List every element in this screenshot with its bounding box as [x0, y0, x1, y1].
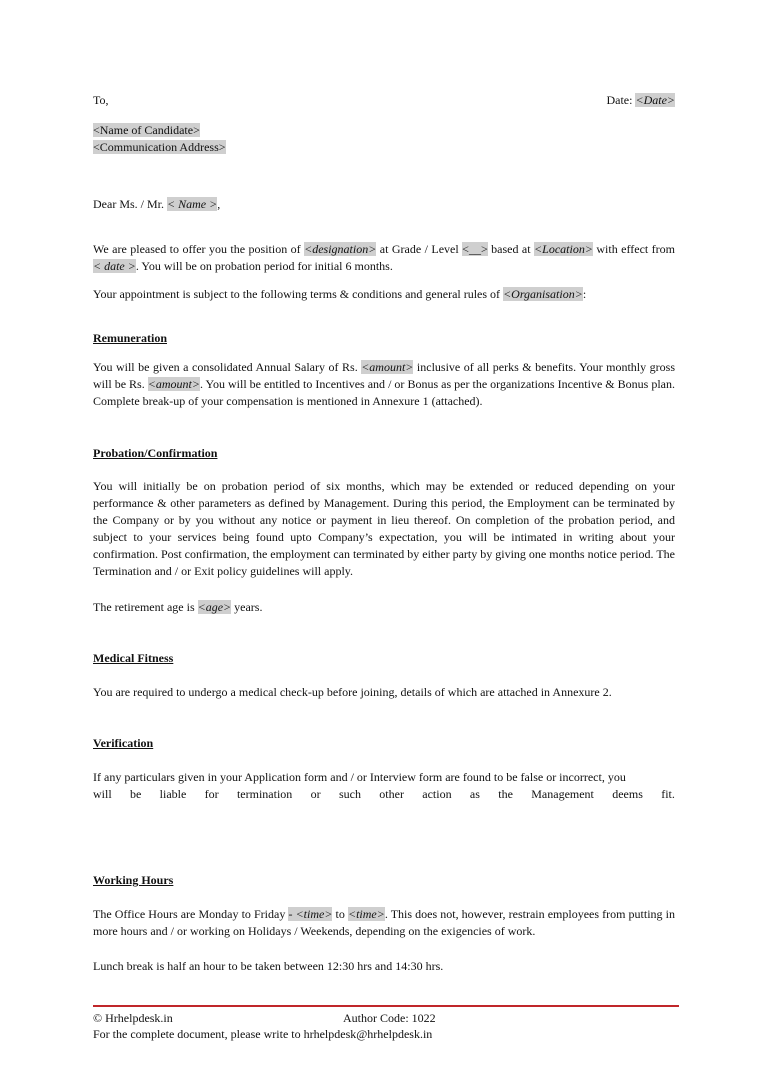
verification-word: termination — [236, 787, 293, 801]
end-time-placeholder: <time> — [347, 907, 385, 921]
retirement-text-a: The retirement age is — [93, 600, 198, 614]
working-hours-paragraph — [93, 906, 675, 940]
effect-date-placeholder: < date > — [93, 259, 136, 273]
lunch-break-line: Lunch break is half an hour to be taken between 12:30 hrs and 14:30 hrs. — [93, 959, 444, 973]
verification-word: the — [498, 787, 513, 801]
intro-paragraph — [93, 241, 675, 275]
date-placeholder: <Date> — [635, 93, 675, 107]
verification-heading: Verification — [93, 736, 154, 750]
verification-word: for — [204, 787, 219, 801]
remuneration-text-a: You will be given a consolidated Annual Salary of Rs. — [93, 360, 362, 374]
verification-line-1: If any particulars given in your Application form and / or Interview form are found to be false or incorrect, you — [93, 770, 626, 784]
verification-word: will — [93, 787, 112, 801]
footer-copyright: © Hrhelpdesk.in — [93, 1011, 173, 1025]
annual-amount-placeholder: <amount> — [361, 360, 414, 374]
candidate-name-placeholder: <Name of Candidate> — [93, 123, 200, 137]
verification-line-2 — [93, 786, 675, 803]
remuneration-text-b: inclusive of all perks & benefits. Your monthly gross will be Rs. — [93, 360, 675, 391]
intro-text-e: . You will be on probation period for initial 6 months. — [135, 259, 393, 273]
address-placeholder: <Communication Address> — [93, 140, 226, 154]
footer-contact: For the complete document, please write to hrhelpdesk@hrhelpdesk.in — [93, 1027, 433, 1041]
organisation-placeholder: <Organisation> — [503, 287, 583, 301]
working-hours-text-c: . This does not, however, restrain employees from putting in more hours and / or working on Holidays / Weekends, depending on the exigencies of work. — [93, 907, 675, 938]
probation-paragraph: You will initially be on probation period of six months, which may be extended or reduced depending on your performance & other parameters as defined by Management. During this period, the Employment can be terminated by the Company or by you without any notice or payment in lieu thereof. On completion of the probation period, and subject to your services being found upto Company’s expectation, you will be intimated in writing about your confirmation. Post confirmation, the employment can terminated by either party by giving one months notice period. The Termination and / or Exit policy guidelines will apply. — [93, 479, 675, 578]
verification-word: liable — [159, 787, 187, 801]
appointment-paragraph — [93, 286, 675, 303]
intro-text-d: with effect from — [592, 242, 676, 256]
retirement-line — [93, 599, 675, 616]
verification-word: or — [310, 787, 321, 801]
designation-placeholder: <designation> — [304, 242, 377, 256]
verification-word: as — [469, 787, 480, 801]
remuneration-heading: Remuneration — [93, 331, 167, 345]
intro-text-b: at Grade / Level — [376, 242, 463, 256]
retirement-text-b: years. — [231, 600, 263, 614]
recipient-block — [93, 122, 675, 156]
grade-placeholder: <__> — [462, 242, 488, 256]
monthly-amount-placeholder: <amount> — [147, 377, 200, 391]
salutation-prefix: Dear Ms. / Mr. — [93, 197, 167, 211]
appointment-text-a: Your appointment is subject to the following terms & conditions and general rules of — [93, 287, 504, 301]
to-label: To, — [93, 93, 109, 107]
verification-word: fit. — [661, 787, 675, 801]
probation-heading: Probation/Confirmation — [93, 446, 218, 460]
intro-text-c: based at — [487, 242, 535, 256]
footer-author-code: Author Code: 1022 — [343, 1011, 436, 1025]
verification-word: other — [379, 787, 404, 801]
remuneration-paragraph — [93, 359, 675, 410]
to-line — [93, 92, 675, 109]
date-label: Date: — [606, 93, 636, 107]
verification-word: deems — [612, 787, 643, 801]
verification-word: action — [422, 787, 452, 801]
location-placeholder: <Location> — [534, 242, 593, 256]
remuneration-text-c: . You will be entitled to Incentives and / or Bonus as per the organizations Incentive & Bonus plan. Complete break-up of your compensation is mentioned in Annexure 1 (attached). — [93, 377, 675, 408]
medical-paragraph: You are required to undergo a medical check-up before joining, details of which are attached in Annexure 2. — [93, 685, 612, 699]
verification-word: be — [130, 787, 142, 801]
salutation-suffix: , — [217, 197, 221, 211]
working-hours-dash: - — [288, 907, 296, 921]
start-time-placeholder: <time> — [295, 907, 333, 921]
footer-divider — [93, 1005, 679, 1007]
medical-heading: Medical Fitness — [93, 651, 174, 665]
salutation — [93, 196, 675, 213]
appointment-text-b: : — [582, 287, 587, 301]
salutation-name-placeholder: < Name > — [167, 197, 218, 211]
age-placeholder: <age> — [197, 600, 232, 614]
verification-word: such — [338, 787, 361, 801]
verification-word: Management — [531, 787, 594, 801]
date-line — [606, 92, 675, 109]
intro-text-a: We are pleased to offer you the position of — [93, 242, 305, 256]
working-hours-text-a: The Office Hours are Monday to Friday — [93, 907, 289, 921]
working-hours-text-b: to — [332, 907, 348, 921]
working-hours-heading: Working Hours — [93, 873, 174, 887]
